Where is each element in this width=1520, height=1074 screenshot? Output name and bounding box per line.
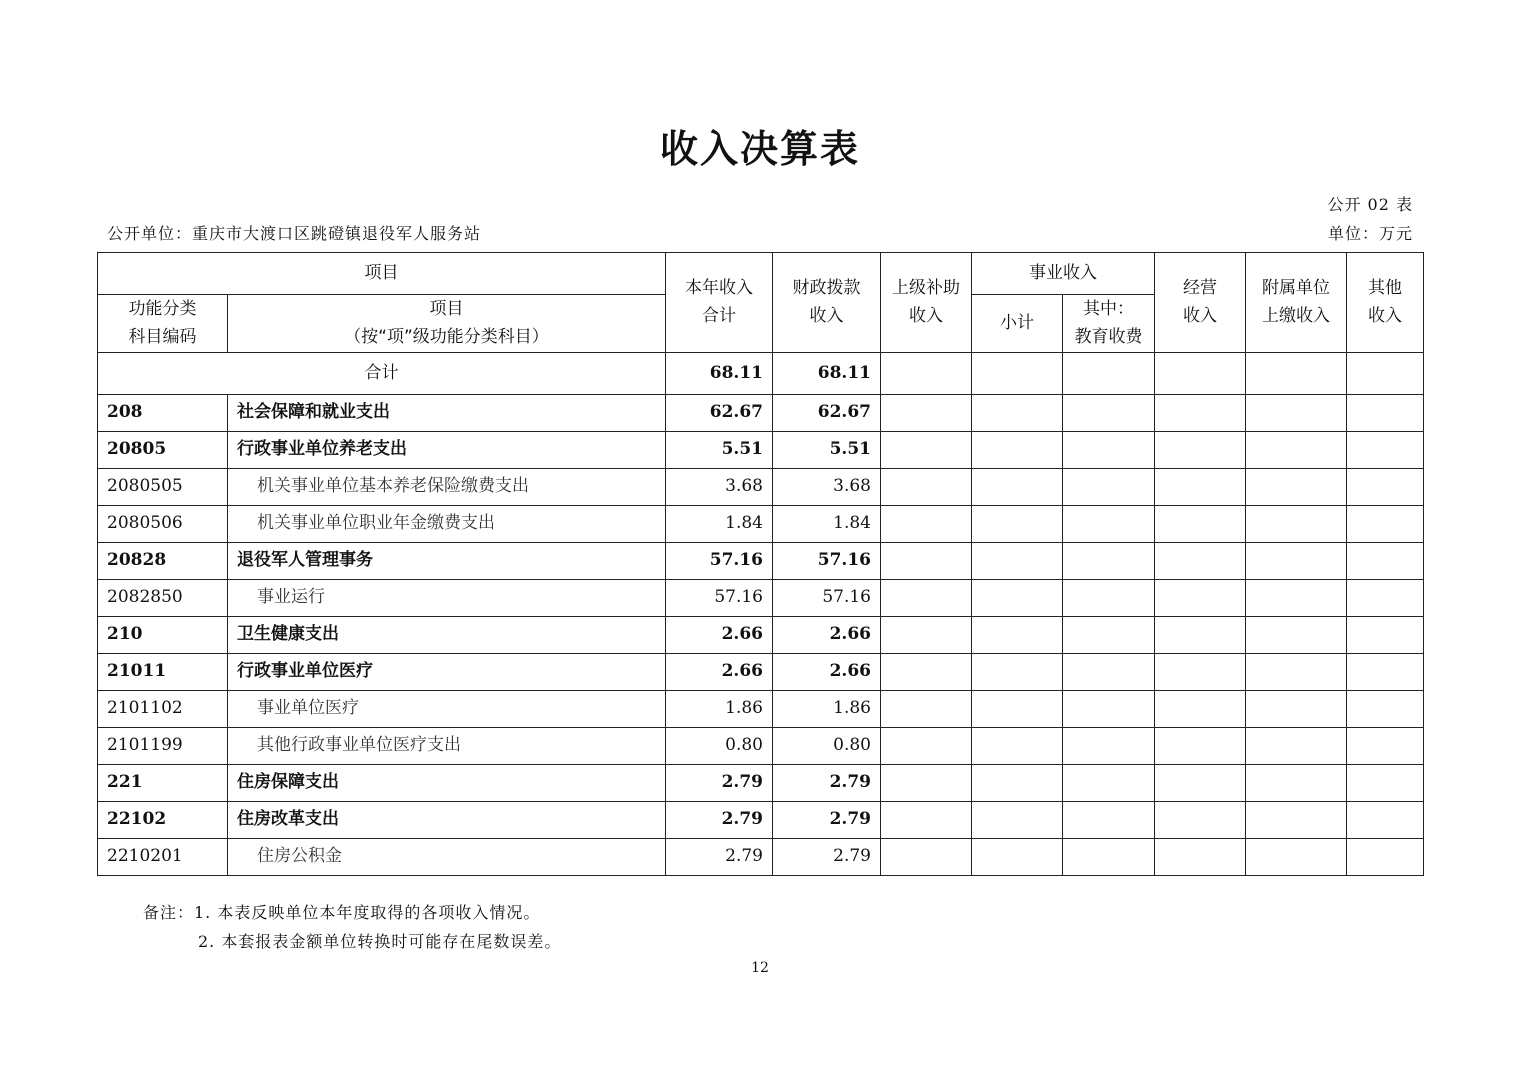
table-row	[98, 506, 1424, 543]
empty-cell	[972, 432, 1063, 469]
row-item-name: 其他行政事业单位医疗支出	[228, 728, 666, 765]
empty-cell	[881, 765, 972, 802]
table-row	[98, 469, 1424, 506]
header-business-line1: 经营	[1183, 278, 1217, 299]
empty-cell	[1063, 802, 1155, 839]
row-func-code: 2082850	[98, 580, 228, 617]
row-fiscal-income: 2.79	[773, 839, 881, 876]
empty-cell	[881, 506, 972, 543]
empty-cell	[1063, 543, 1155, 580]
header-total-income-line1: 本年收入	[685, 278, 753, 299]
row-fiscal-income: 2.66	[773, 617, 881, 654]
empty-cell	[881, 617, 972, 654]
empty-cell	[1246, 691, 1347, 728]
empty-cell	[1155, 506, 1246, 543]
empty-cell	[1063, 765, 1155, 802]
empty-cell	[881, 469, 972, 506]
empty-cell	[881, 839, 972, 876]
header-edu	[1063, 295, 1155, 353]
table-row	[98, 728, 1424, 765]
empty-cell	[1063, 353, 1155, 395]
header-total-income-line2: 合计	[702, 305, 736, 326]
row-fiscal-income: 57.16	[773, 543, 881, 580]
row-fiscal-income: 57.16	[773, 580, 881, 617]
row-total-income: 3.68	[666, 469, 773, 506]
empty-cell	[972, 654, 1063, 691]
empty-cell	[881, 395, 972, 432]
empty-cell	[1063, 395, 1155, 432]
header-superior-line2: 收入	[909, 305, 943, 326]
empty-cell	[1063, 469, 1155, 506]
empty-cell	[881, 654, 972, 691]
row-func-code: 21011	[98, 654, 228, 691]
table-row	[98, 839, 1424, 876]
total-income-value: 68.11	[666, 353, 773, 395]
empty-cell	[1155, 353, 1246, 395]
row-fiscal-income: 3.68	[773, 469, 881, 506]
table-row	[98, 691, 1424, 728]
header-fiscal-line1: 财政拨款	[792, 278, 861, 299]
header-func-code-line1: 功能分类	[128, 299, 197, 320]
empty-cell	[881, 728, 972, 765]
header-fiscal-line2: 收入	[809, 305, 844, 326]
empty-cell	[881, 353, 972, 395]
row-item-name: 机关事业单位职业年金缴费支出	[228, 506, 666, 543]
empty-cell	[1246, 469, 1347, 506]
header-fiscal	[773, 253, 881, 353]
empty-cell	[881, 543, 972, 580]
header-affiliated	[1246, 253, 1347, 353]
table-body	[98, 395, 1424, 876]
row-item-name: 行政事业单位医疗	[228, 654, 666, 691]
empty-cell	[1063, 654, 1155, 691]
row-item-name: 事业单位医疗	[228, 691, 666, 728]
empty-cell	[1347, 543, 1424, 580]
header-superior-line1: 上级补助	[892, 278, 960, 299]
row-fiscal-income: 5.51	[773, 432, 881, 469]
total-fiscal-value: 68.11	[773, 353, 881, 395]
empty-cell	[1347, 395, 1424, 432]
total-label: 合计	[98, 353, 666, 395]
row-item-name: 事业运行	[228, 580, 666, 617]
header-career: 事业收入	[972, 253, 1155, 295]
row-func-code: 210	[98, 617, 228, 654]
empty-cell	[1246, 353, 1347, 395]
empty-cell	[1347, 617, 1424, 654]
empty-cell	[1063, 580, 1155, 617]
table-row	[98, 543, 1424, 580]
note-line-1: 备注：1. 本表反映单位本年度取得的各项收入情况。	[143, 903, 541, 922]
row-total-income: 2.66	[666, 617, 773, 654]
page-number: 12	[751, 960, 769, 976]
empty-cell	[1347, 691, 1424, 728]
row-func-code: 20828	[98, 543, 228, 580]
empty-cell	[1063, 728, 1155, 765]
empty-cell	[1063, 432, 1155, 469]
header-func-code	[98, 295, 228, 353]
total-row	[98, 353, 1424, 395]
empty-cell	[1246, 728, 1347, 765]
row-func-code: 208	[98, 395, 228, 432]
empty-cell	[1347, 506, 1424, 543]
row-total-income: 62.67	[666, 395, 773, 432]
empty-cell	[1063, 839, 1155, 876]
table-row	[98, 395, 1424, 432]
empty-cell	[881, 580, 972, 617]
empty-cell	[1155, 728, 1246, 765]
row-total-income: 2.66	[666, 654, 773, 691]
empty-cell	[1347, 765, 1424, 802]
empty-cell	[1347, 580, 1424, 617]
header-project: 项目	[98, 253, 666, 295]
empty-cell	[1347, 654, 1424, 691]
header-edu-line1: 其中：	[1083, 299, 1134, 320]
header-affiliated-line2: 上缴收入	[1262, 305, 1330, 326]
empty-cell	[972, 839, 1063, 876]
row-total-income: 2.79	[666, 765, 773, 802]
empty-cell	[1063, 691, 1155, 728]
empty-cell	[972, 469, 1063, 506]
currency-unit: 单位：万元	[1327, 224, 1413, 243]
row-total-income: 2.79	[666, 839, 773, 876]
row-fiscal-income: 1.86	[773, 691, 881, 728]
empty-cell	[1347, 728, 1424, 765]
row-fiscal-income: 0.80	[773, 728, 881, 765]
empty-cell	[1155, 654, 1246, 691]
empty-cell	[972, 728, 1063, 765]
header-item-name-line1: 项目	[429, 299, 464, 320]
row-total-income: 1.84	[666, 506, 773, 543]
header-item-name-line2: （按“项”级功能分类科目）	[344, 326, 549, 347]
row-item-name: 机关事业单位基本养老保险缴费支出	[228, 469, 666, 506]
header-affiliated-line1: 附属单位	[1262, 278, 1330, 299]
header-other	[1347, 253, 1424, 353]
empty-cell	[972, 765, 1063, 802]
header-other-line2: 收入	[1368, 305, 1402, 326]
row-item-name: 住房保障支出	[228, 765, 666, 802]
header-other-line1: 其他	[1368, 278, 1402, 299]
row-item-name: 社会保障和就业支出	[228, 395, 666, 432]
row-item-name: 行政事业单位养老支出	[228, 432, 666, 469]
income-final-accounts-table	[97, 252, 1424, 876]
empty-cell	[972, 506, 1063, 543]
empty-cell	[1155, 580, 1246, 617]
empty-cell	[1155, 543, 1246, 580]
row-func-code: 20805	[98, 432, 228, 469]
notes	[143, 898, 561, 956]
row-item-name: 退役军人管理事务	[228, 543, 666, 580]
header-item-name	[228, 295, 666, 353]
header-total-income	[666, 253, 773, 353]
empty-cell	[972, 353, 1063, 395]
header-superior	[881, 253, 972, 353]
empty-cell	[972, 691, 1063, 728]
row-fiscal-income: 2.79	[773, 765, 881, 802]
empty-cell	[1347, 839, 1424, 876]
empty-cell	[972, 617, 1063, 654]
empty-cell	[1347, 432, 1424, 469]
empty-cell	[1347, 802, 1424, 839]
empty-cell	[1155, 617, 1246, 654]
row-item-name: 卫生健康支出	[228, 617, 666, 654]
empty-cell	[1246, 802, 1347, 839]
empty-cell	[1347, 353, 1424, 395]
row-func-code: 2080505	[98, 469, 228, 506]
empty-cell	[1246, 839, 1347, 876]
empty-cell	[972, 395, 1063, 432]
empty-cell	[972, 543, 1063, 580]
empty-cell	[1063, 506, 1155, 543]
empty-cell	[972, 580, 1063, 617]
row-total-income: 57.16	[666, 543, 773, 580]
empty-cell	[1155, 395, 1246, 432]
empty-cell	[1155, 691, 1246, 728]
reporting-unit: 公开单位：重庆市大渡口区跳磴镇退役军人服务站	[107, 224, 482, 243]
table-row	[98, 765, 1424, 802]
row-func-code: 2080506	[98, 506, 228, 543]
row-item-name: 住房公积金	[228, 839, 666, 876]
header-subtotal: 小计	[972, 295, 1063, 353]
empty-cell	[1246, 654, 1347, 691]
row-total-income: 1.86	[666, 691, 773, 728]
row-func-code: 2210201	[98, 839, 228, 876]
row-total-income: 0.80	[666, 728, 773, 765]
header-business-line2: 收入	[1183, 305, 1217, 326]
empty-cell	[1155, 802, 1246, 839]
table-row	[98, 617, 1424, 654]
empty-cell	[1246, 395, 1347, 432]
empty-cell	[1063, 617, 1155, 654]
empty-cell	[1155, 839, 1246, 876]
table-row	[98, 432, 1424, 469]
row-func-code: 22102	[98, 802, 228, 839]
empty-cell	[1155, 765, 1246, 802]
empty-cell	[881, 802, 972, 839]
row-item-name: 住房改革支出	[228, 802, 666, 839]
header-edu-line2: 教育收费	[1074, 326, 1143, 347]
empty-cell	[1246, 765, 1347, 802]
empty-cell	[1246, 506, 1347, 543]
table-row	[98, 802, 1424, 839]
empty-cell	[1246, 580, 1347, 617]
row-total-income: 57.16	[666, 580, 773, 617]
header-row-1	[98, 253, 1424, 295]
row-fiscal-income: 62.67	[773, 395, 881, 432]
row-func-code: 2101199	[98, 728, 228, 765]
row-func-code: 2101102	[98, 691, 228, 728]
form-number: 公开 02 表	[1327, 195, 1413, 214]
empty-cell	[972, 802, 1063, 839]
row-total-income: 2.79	[666, 802, 773, 839]
header-business	[1155, 253, 1246, 353]
row-func-code: 221	[98, 765, 228, 802]
empty-cell	[1155, 432, 1246, 469]
empty-cell	[1347, 469, 1424, 506]
empty-cell	[881, 432, 972, 469]
row-total-income: 5.51	[666, 432, 773, 469]
row-fiscal-income: 1.84	[773, 506, 881, 543]
empty-cell	[1246, 432, 1347, 469]
empty-cell	[881, 691, 972, 728]
row-fiscal-income: 2.79	[773, 802, 881, 839]
empty-cell	[1246, 543, 1347, 580]
row-fiscal-income: 2.66	[773, 654, 881, 691]
empty-cell	[1246, 617, 1347, 654]
note-line-2: 2. 本套报表金额单位转换时可能存在尾数误差。	[198, 932, 562, 951]
empty-cell	[1155, 469, 1246, 506]
page-title: 收入决算表	[659, 127, 860, 171]
table-row	[98, 654, 1424, 691]
table-row	[98, 580, 1424, 617]
header-func-code-line2: 科目编码	[128, 326, 197, 347]
